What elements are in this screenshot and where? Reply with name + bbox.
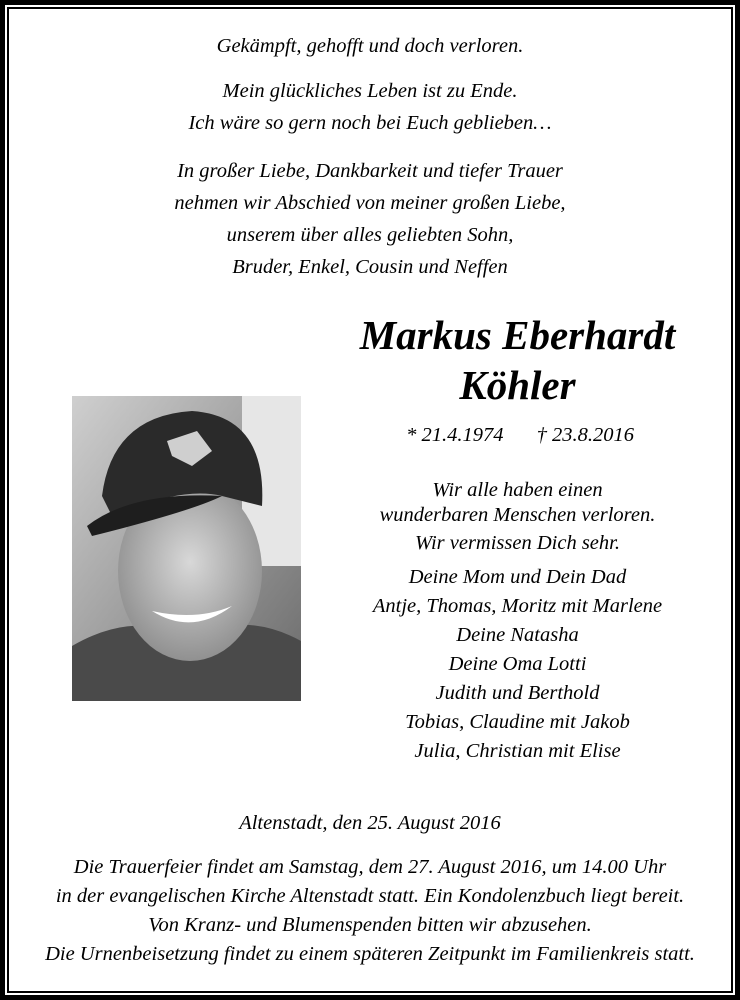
mourner: Judith und Berthold — [435, 682, 600, 704]
death-date: † 23.8.2016 — [536, 424, 634, 446]
mourner: Deine Natasha — [456, 624, 579, 646]
message-line: wunderbaren Menschen verloren. — [379, 504, 656, 526]
mourner: Deine Oma Lotti — [448, 653, 587, 675]
portrait-image — [72, 396, 301, 701]
info-line: in der evangelischen Kirche Altenstadt statt. Ein Kondolenzbuch liegt bereit. — [55, 885, 685, 907]
name-line-2: Köhler — [459, 362, 576, 408]
mourner: Julia, Christian mit Elise — [414, 740, 621, 762]
life-dates — [360, 424, 680, 447]
info-line: Die Urnenbeisetzung findet zu einem späteren Zeitpunkt im Familienkreis statt. — [45, 943, 695, 965]
intro-line: Ich wäre so gern noch bei Euch geblieben… — [188, 112, 552, 134]
message-line: Wir vermissen Dich sehr. — [415, 532, 620, 554]
name-line-1: Markus Eberhardt — [359, 312, 676, 358]
info-line: Von Kranz- und Blumenspenden bitten wir abzusehen. — [148, 914, 592, 936]
place-date — [0, 812, 740, 835]
intro-line: Mein glückliches Leben ist zu Ende. — [222, 80, 518, 102]
mourner: Tobias, Claudine mit Jakob — [405, 711, 630, 733]
intro-line: unserem über alles geliebten Sohn, — [226, 224, 514, 246]
message-line: Wir alle haben einen — [432, 479, 603, 501]
portrait-photo — [72, 396, 301, 701]
mourner: Antje, Thomas, Moritz mit Marlene — [372, 595, 663, 617]
intro-line: nehmen wir Abschied von meiner großen Liebe, — [174, 192, 566, 214]
intro-line: In großer Liebe, Dankbarkeit und tiefer Trauer — [177, 160, 563, 182]
place-date-text: Altenstadt, den 25. August 2016 — [239, 812, 501, 834]
funeral-info — [0, 853, 740, 969]
info-line: Die Trauerfeier findet am Samstag, dem 27. August 2016, um 14.00 Uhr — [73, 856, 667, 878]
mourners-block — [345, 478, 690, 766]
mourner: Deine Mom und Dein Dad — [408, 566, 627, 588]
intro-line: Bruder, Enkel, Cousin und Neffen — [232, 256, 508, 278]
intro-line: Gekämpft, gehofft und doch verloren. — [216, 35, 524, 57]
deceased-name — [320, 310, 715, 410]
birth-date: * 21.4.1974 — [406, 424, 504, 446]
intro-text — [0, 30, 740, 283]
